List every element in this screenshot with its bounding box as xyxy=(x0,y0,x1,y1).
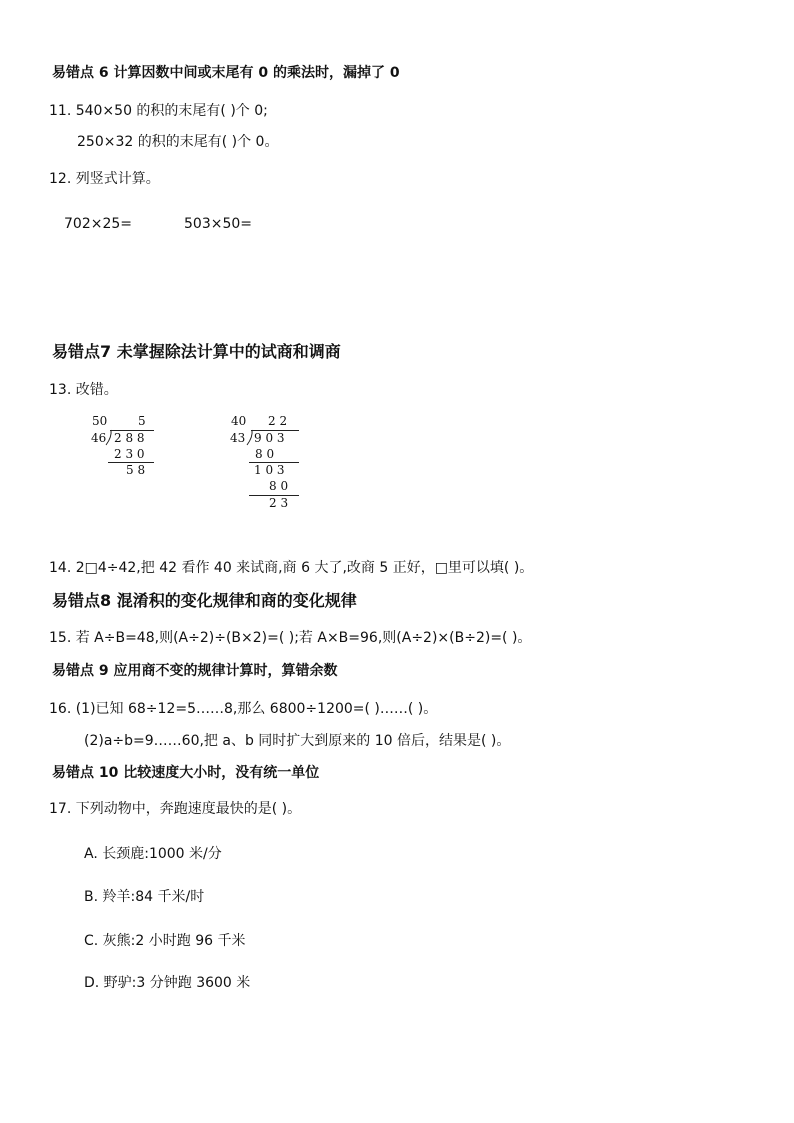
section-heading-8: 易错点8 混淆积的变化规律和商的变化规律 xyxy=(52,591,357,610)
option-d: D. 野驴:3 分钟跑 3600 米 xyxy=(84,975,251,991)
section-heading-9: 易错点 9 应用商不变的规律计算时，算错余数 xyxy=(52,663,338,679)
quotient: 2 2 xyxy=(268,414,288,428)
question-11-line-1: 11. 540×50 的积的末尾有( )个 0; xyxy=(49,103,268,119)
section-heading-6: 易错点 6 计算因数中间或末尾有 0 的乘法时，漏掉了 0 xyxy=(52,65,400,81)
product-2: 8 0 xyxy=(269,479,289,493)
divisor: 46 xyxy=(91,431,107,445)
question-12-expression-2: 503×50= xyxy=(184,216,252,232)
quotient: 5 xyxy=(138,414,146,428)
section-heading-10: 易错点 10 比较速度大小时，没有统一单位 xyxy=(52,765,320,781)
option-b: B. 羚羊:84 千米/时 xyxy=(84,889,205,905)
option-c: C. 灰熊:2 小时跑 96 千米 xyxy=(84,933,246,949)
question-12: 12. 列竖式计算。 xyxy=(49,171,160,187)
question-12-expression-1: 702×25= xyxy=(64,216,132,232)
question-16-part-2: (2)a÷b=9……60,把 a、b 同时扩大到原来的 10 倍后，结果是( )。 xyxy=(84,733,511,749)
trial-divisor: 50 xyxy=(92,414,108,428)
question-17: 17. 下列动物中，奔跑速度最快的是( )。 xyxy=(49,801,302,817)
question-16-part-1: 16. (1)已知 68÷12=5……8,那么 6800÷1200=( )……( )。 xyxy=(49,701,438,717)
section-heading-7: 易错点7 未掌握除法计算中的试商和调商 xyxy=(52,342,341,361)
product: 2 3 0 xyxy=(114,447,145,461)
dividend: 2 8 8 xyxy=(114,431,145,445)
partial-dividend: 1 0 3 xyxy=(254,463,285,477)
trial-divisor: 40 xyxy=(231,414,247,428)
dividend: 9 0 3 xyxy=(254,431,285,445)
question-13: 13. 改错。 xyxy=(49,382,118,398)
divisor: 43 xyxy=(230,431,246,445)
division-bracket xyxy=(245,429,254,446)
question-15: 15. 若 A÷B=48,则(A÷2)÷(B×2)=( );若 A×B=96,则(A÷2)×(B÷2)=( )。 xyxy=(49,630,532,646)
question-11-line-2: 250×32 的积的末尾有( )个 0。 xyxy=(77,134,279,150)
question-14: 14. 2□4÷42,把 42 看作 40 来试商,商 6 大了,改商 5 正好，□里可以填( )。 xyxy=(49,560,534,576)
option-a: A. 长颈鹿:1000 米/分 xyxy=(84,846,222,862)
remainder: 2 3 xyxy=(269,496,289,510)
remainder: 5 8 xyxy=(126,463,146,477)
product-1: 8 0 xyxy=(255,447,275,461)
